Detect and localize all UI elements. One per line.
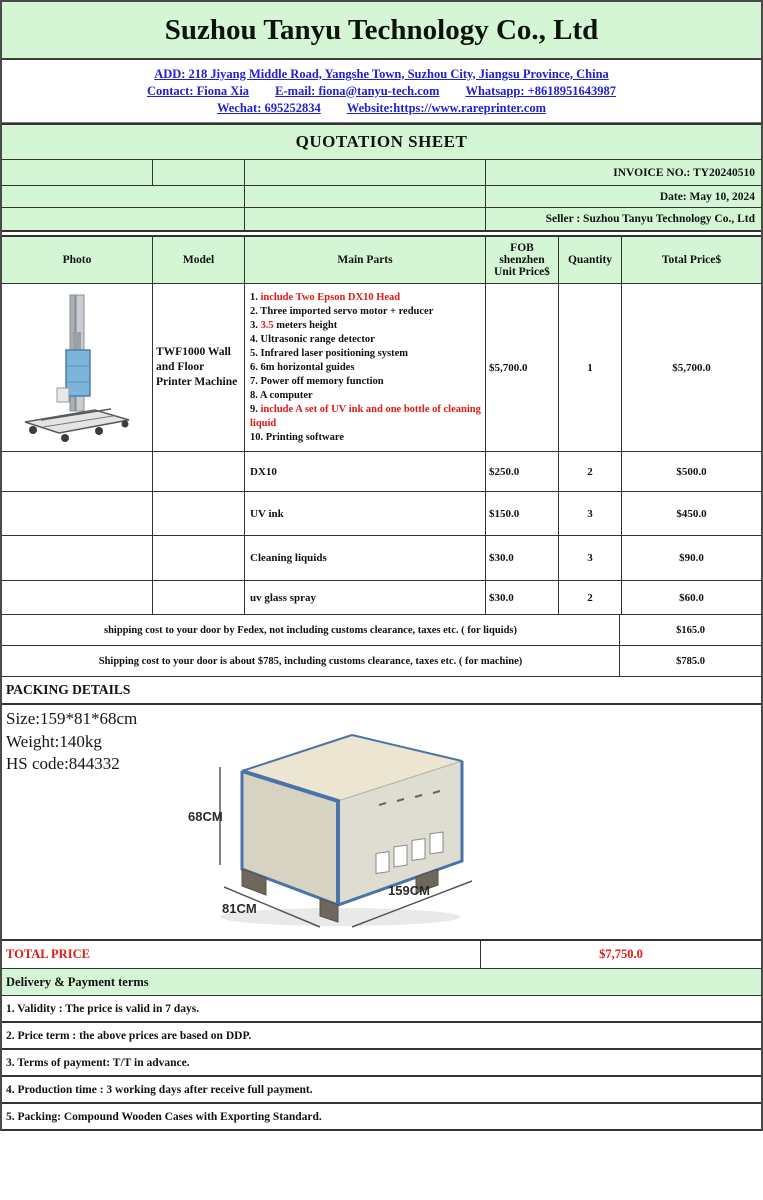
printer-machine-photo — [13, 290, 141, 446]
shipping-row-machine — [2, 646, 761, 677]
empty-cell — [2, 208, 245, 230]
empty-model-cell — [153, 536, 245, 580]
item-name: DX10 — [245, 452, 486, 491]
date-row — [2, 186, 761, 208]
item-unit-price: $150.0 — [486, 492, 559, 535]
part-line-1 — [250, 291, 483, 305]
empty-cell — [245, 208, 486, 230]
empty-model-cell — [153, 492, 245, 535]
invoice-number: INVOICE NO.: TY20240510 — [613, 166, 755, 179]
empty-model-cell — [153, 581, 245, 614]
packing-details-heading: PACKING DETAILS — [2, 677, 761, 705]
machine-model: TWF1000 Wall and Floor Printer Machine — [153, 284, 245, 451]
part-text-red: include Two Epson DX10 Head — [260, 292, 401, 303]
term-packing: 5. Packing: Compound Wooden Cases with Exporting Standard. — [2, 1104, 761, 1131]
empty-photo-cell — [2, 536, 153, 580]
col-header-total-price: Total Price$ — [661, 254, 722, 266]
term-payment: 3. Terms of payment: T/T in advance. — [2, 1050, 761, 1077]
company-name: Suzhou Tanyu Technology Co., Ltd — [164, 13, 599, 46]
machine-quantity: 1 — [559, 284, 622, 451]
table-row-uv-ink — [2, 492, 761, 536]
part-no: 1. — [250, 292, 258, 303]
item-total-price: $90.0 — [679, 552, 704, 564]
item-total-price: $60.0 — [679, 591, 704, 604]
part-line-8: 8. A computer — [250, 390, 313, 401]
packing-details-body — [2, 705, 761, 939]
dim-width-label: 81CM — [222, 901, 257, 916]
contact-person: Contact: Fiona Xia — [146, 83, 250, 98]
empty-cell — [2, 186, 245, 207]
wechat-line — [217, 101, 546, 116]
email-link[interactable]: E-mail: fiona@tanyu-tech.com — [275, 83, 440, 98]
empty-photo-cell — [2, 581, 153, 614]
table-header-row — [2, 237, 761, 284]
shipping-description: shipping cost to your door by Fedex, not including customs clearance, taxes etc. ( for liquids) — [2, 615, 620, 645]
packing-size: Size:159*81*68cm — [6, 709, 138, 728]
shipping-description: Shipping cost to your door is about $785, including customs clearance, taxes etc. ( for machine) — [2, 646, 620, 676]
col-header-model: Model — [153, 237, 245, 283]
wechat-id: Wechat: 695252834 — [216, 100, 321, 115]
col-header-main-parts: Main Parts — [245, 237, 486, 283]
table-row-cleaning-liquids — [2, 536, 761, 581]
machine-photo-cell — [2, 284, 153, 451]
item-unit-price: $30.0 — [486, 581, 559, 614]
item-quantity: 2 — [559, 452, 622, 491]
address-line — [154, 67, 609, 82]
col-header-quantity: Quantity — [559, 237, 622, 283]
company-header — [2, 2, 761, 60]
packing-weight: Weight:140kg — [6, 731, 102, 751]
machine-unit-price: $5,700.0 — [486, 284, 559, 451]
sheet-title-row — [2, 123, 761, 160]
shipping-price: $165.0 — [676, 624, 705, 636]
dim-length-label: 159CM — [388, 883, 430, 898]
packing-specs — [6, 708, 137, 776]
packing-hs-code: HS code:844332 — [6, 754, 120, 773]
part-line-2: 2. Three imported servo motor + reducer — [250, 306, 434, 317]
empty-photo-cell — [2, 452, 153, 491]
table-row-dx10 — [2, 452, 761, 492]
double-rule-divider — [2, 230, 761, 237]
part-line-3 — [250, 319, 483, 333]
part-line-5: 5. Infrared laser positioning system — [250, 348, 408, 359]
item-quantity: 3 — [559, 536, 622, 580]
sheet-title: QUOTATION SHEET — [295, 132, 468, 151]
empty-model-cell — [153, 452, 245, 491]
part-line-4: 4. Ultrasonic range detector — [250, 334, 375, 345]
item-quantity: 2 — [559, 581, 622, 614]
item-name: Cleaning liquids — [245, 536, 486, 580]
shipping-price: $785.0 — [676, 655, 705, 667]
address-link[interactable]: ADD: 218 Jiyang Middle Road, Yangshe Town, Suzhou City, Jiangsu Province, China — [154, 66, 609, 81]
machine-total-price: $5,700.0 — [672, 361, 711, 374]
term-validity: 1. Validity : The price is valid in 7 days. — [2, 996, 761, 1023]
part-line-6: 6. 6m horizontal guides — [250, 362, 355, 373]
seller-name: Seller : Suzhou Tanyu Technology Co., Ltd — [545, 213, 755, 225]
col-header-unit-price: FOB shenzhen Unit Price$ — [486, 237, 559, 283]
seller-row — [2, 208, 761, 230]
term-price-term: 2. Price term : the above prices are based on DDP. — [2, 1023, 761, 1050]
terms-heading: Delivery & Payment terms — [2, 969, 761, 996]
shipping-row-liquids — [2, 615, 761, 646]
quote-date: Date: May 10, 2024 — [659, 190, 755, 203]
part-line-7: 7. Power off memory function — [250, 376, 384, 387]
empty-cell — [245, 160, 486, 185]
total-price-label: TOTAL PRICE — [2, 941, 481, 968]
part-text-red: include A set of UV ink and one bottle of cleaning liquid — [250, 404, 481, 429]
crate-photo — [180, 709, 480, 942]
item-name: UV ink — [245, 492, 486, 535]
part-line-9 — [250, 403, 483, 431]
website-link[interactable]: Website:https://www.rareprinter.com — [346, 100, 547, 115]
whatsapp-link[interactable]: Whatsapp: +8618951643987 — [465, 83, 616, 98]
empty-cell — [2, 160, 153, 185]
empty-cell — [245, 186, 486, 207]
empty-cell — [153, 160, 245, 185]
item-unit-price: $30.0 — [486, 536, 559, 580]
col-header-photo: Photo — [2, 237, 153, 283]
item-total-price: $450.0 — [676, 507, 707, 520]
dim-height-label: 68CM — [188, 809, 223, 824]
table-row-uv-glass-spray — [2, 581, 761, 615]
machine-main-parts — [245, 284, 486, 451]
item-quantity: 3 — [559, 492, 622, 535]
part-text: meters height — [276, 320, 338, 331]
contact-block — [2, 60, 761, 123]
invoice-row — [2, 160, 761, 186]
part-no: 9. — [250, 404, 258, 415]
wooden-crate-image — [180, 709, 480, 937]
table-row-machine — [2, 284, 761, 452]
total-price-row — [2, 939, 761, 969]
part-line-10: 10. Printing software — [250, 432, 345, 443]
total-price-value: $7,750.0 — [599, 947, 643, 961]
term-production-time: 4. Production time : 3 working days after receive full payment. — [2, 1077, 761, 1104]
contact-line — [147, 84, 616, 99]
empty-photo-cell — [2, 492, 153, 535]
item-unit-price: $250.0 — [486, 452, 559, 491]
item-name: uv glass spray — [245, 581, 486, 614]
part-text-red: 3.5 — [260, 320, 274, 331]
item-total-price: $500.0 — [676, 465, 707, 478]
part-no: 3. — [250, 320, 258, 331]
